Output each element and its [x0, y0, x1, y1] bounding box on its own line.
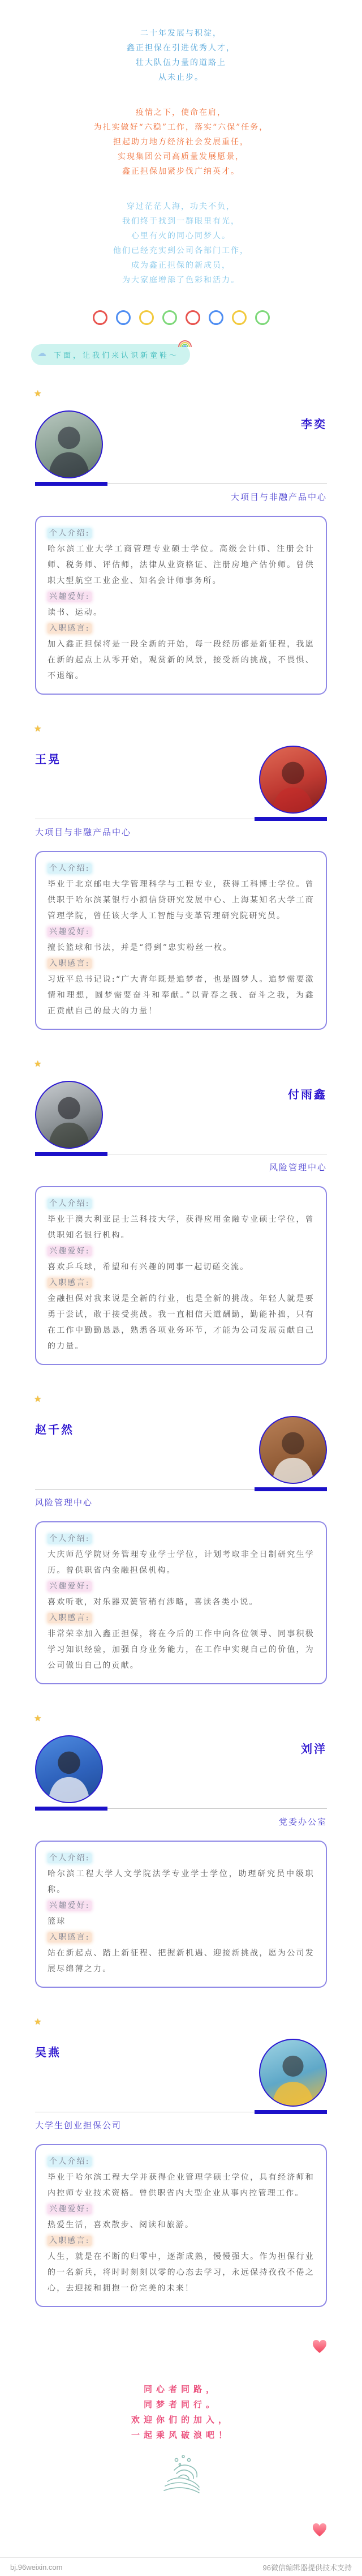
profile-card [35, 1521, 327, 1684]
intro-label: 个人介绍: [48, 1534, 92, 1544]
profile-name: 吴燕 [35, 2047, 61, 2059]
intro-label: 个人介绍: [48, 1853, 92, 1863]
feel-text: 人生，就是在不断的归零中，逐渐成熟，慢慢强大。作为担保行业的一名新兵，将时时刻刻以零的心态去学习，永远保持孜孜不倦之心，去迎接和拥抱一份完美的未来！ [48, 2252, 314, 2293]
profile-name: 刘洋 [301, 1743, 327, 1756]
profile-photo [259, 746, 327, 814]
star-icon: ★ [34, 1714, 42, 1723]
closing-line: 同心者同路， [143, 2384, 218, 2394]
hobby-label: 兴趣爱好: [48, 592, 92, 602]
heart-decor [0, 2340, 327, 2358]
feel-text: 非常荣幸加入鑫正担保，将在今后的工作中向各位领导、同事积极学习知识经验，加强自身业务能力，在工作中实现自己的价值，为公司做出自己的贡献。 [48, 1629, 314, 1670]
profile-section [35, 1735, 327, 1988]
profile-name: 李奕 [301, 418, 327, 431]
section-divider [35, 1487, 327, 1491]
intro-poem [0, 0, 362, 288]
profile-photo [259, 2039, 327, 2107]
intro-label: 个人介绍: [48, 863, 92, 874]
profile-photo [35, 410, 103, 478]
hobby-text: 喜欢乒乓球，希望和有兴趣的同事一起切磋交流。 [48, 1263, 249, 1272]
intro-text: 哈尔滨工业大学工商管理专业硕士学位。高级会计师、注册会计师、税务师、评估师，法律从业资格证、注册房地产估价师。曾供职大型航空工业企业、知名会计师事务所。 [48, 545, 314, 585]
poem-line: 鑫正担保加紧步伐广纳英才。 [122, 167, 240, 176]
heart-icon [312, 2523, 327, 2537]
star-icon: ★ [34, 724, 42, 734]
intro-label: 个人介绍: [48, 528, 92, 538]
poem-line: 心里有火的同心同梦人。 [131, 232, 231, 241]
hobby-label: 兴趣爱好: [48, 927, 92, 937]
section-divider [35, 482, 327, 486]
hobby-text: 喜欢听歌，对乐器双簧管稍有涉略，喜读各类小说。 [48, 1598, 258, 1607]
circle-icon [186, 310, 200, 325]
poem-line: 担起助力地方经济社会发展重任， [113, 138, 249, 147]
closing-line: 同梦者同行。 [143, 2399, 218, 2410]
poem-line: 实现集团公司高质量发展愿景， [118, 152, 244, 161]
poem-stanza-3 [0, 199, 362, 288]
section-divider [35, 1152, 327, 1156]
circle-icon [232, 310, 247, 325]
feel-text: 站在新起点、踏上新征程、把握新机遇、迎接新挑战，愿为公司发展尽绵薄之力。 [48, 1949, 314, 1974]
star-icon: ★ [34, 1394, 42, 1404]
closing-line: 一起乘风破浪吧！ [131, 2430, 231, 2440]
hobby-label: 兴趣爱好: [48, 1246, 92, 1256]
circle-icon [116, 310, 131, 325]
hobby-text: 篮球 [48, 1917, 66, 1926]
profile-section [35, 2039, 327, 2307]
profile-photo [35, 1081, 103, 1149]
feel-text: 习近平总书记说:“广大青年既是追梦者，也是圆梦人。追梦需要激情和理想，圆梦需要奋斗和奉献。”以青春之我、奋斗之我，为鑫正贡献自己的最大的力量！ [48, 975, 314, 1016]
section-banner [31, 344, 190, 365]
profile-card [35, 1841, 327, 1988]
feel-label: 入职感言: [48, 958, 92, 969]
poem-line: 二十年发展与积淀， [140, 29, 222, 38]
circle-icon [93, 310, 107, 325]
intro-text: 毕业于哈尔滨工程大学并获得企业管理学硕士学位，具有经济师和内控师专业技术资格。曾供职省内大型企业从事内控管理工作。 [48, 2173, 314, 2198]
circle-icon [139, 310, 154, 325]
profile-card [35, 1186, 327, 1365]
hobby-label: 兴趣爱好: [48, 1901, 92, 1911]
poem-line: 为大家庭增添了色彩和活力。 [122, 276, 240, 285]
intro-text: 大庆师范学院财务管理专业学士学位，计划考取非全日制研究生学历。曾供职省内金融担保机构。 [48, 1550, 314, 1575]
poem-line: 壮大队伍力量的道路上 [136, 58, 226, 67]
cloud-icon: ☁ [37, 349, 46, 358]
feel-label: 入职感言: [48, 1613, 92, 1623]
intro-text: 哈尔滨工程大学人文学院法学专业学士学位，助理研究员中级职称。 [48, 1869, 314, 1894]
poem-stanza-1 [0, 26, 362, 85]
intro-label: 个人介绍: [48, 2156, 92, 2167]
section-divider [35, 817, 327, 821]
hobby-label: 兴趣爱好: [48, 1581, 92, 1591]
intro-text: 毕业于澳大利亚昆士兰科技大学，获得应用金融专业硕士学位，曾供职知名银行机构。 [48, 1215, 314, 1240]
poem-line: 我们终于找到一群眼里有光， [122, 217, 240, 226]
department-label: 风险管理中心 [269, 1162, 327, 1173]
department-label: 大项目与非融产品中心 [230, 492, 327, 502]
footer-source: bj.96weixin.com [10, 2562, 63, 2571]
profile-card [35, 2144, 327, 2307]
wave-illustration [0, 2451, 362, 2497]
circle-icon [209, 310, 223, 325]
hobby-label: 兴趣爱好: [48, 2204, 92, 2214]
hobby-text: 读书、运动。 [48, 608, 103, 617]
rainbow-icon [178, 338, 192, 349]
closing-line: 欢迎你们的加入， [131, 2415, 231, 2425]
section-divider [35, 1807, 327, 1811]
hobby-text: 擅长篮球和书法，并是“得到”忠实粉丝一枚。 [48, 943, 232, 952]
poem-line: 成为鑫正担保的新成员， [131, 261, 231, 270]
heart-icon [312, 2340, 327, 2354]
poem-line: 疫情之下，使命在肩， [136, 108, 226, 117]
poem-stanza-2 [0, 105, 362, 179]
poem-line: 穿过茫茫人海，功夫不负， [127, 202, 235, 211]
banner-text: 下面，让我们来认识新童鞋～ [54, 351, 179, 360]
department-label: 大项目与非融产品中心 [35, 827, 132, 837]
department-label: 党委办公室 [278, 1817, 327, 1827]
department-label: 风险管理中心 [35, 1497, 93, 1508]
hobby-text: 热爱生活，喜欢散步、阅读和旅游。 [48, 2220, 195, 2230]
star-icon: ★ [34, 1059, 42, 1069]
poem-line: 他们已经充实到公司各部门工作， [113, 246, 249, 255]
heart-decor [0, 2523, 327, 2541]
section-divider [35, 2110, 327, 2114]
intro-text: 毕业于北京邮电大学管理科学与工程专业，获得工科博士学位。曾供职于哈尔滨某银行小额信贷研究发展中心、上海某知名大学工商管理学院，曾任该大学人工智能与变革管理研究院研究员。 [48, 880, 314, 921]
profile-photo [35, 1735, 103, 1803]
feel-label: 入职感言: [48, 1278, 92, 1288]
page-footer [0, 2557, 362, 2576]
poem-line: 鑫正担保在引进优秀人才， [127, 44, 235, 53]
profile-section [35, 1416, 327, 1684]
profile-card [35, 851, 327, 1030]
feel-label: 入职感言: [48, 1932, 92, 1942]
circle-icon [162, 310, 177, 325]
feel-text: 金融担保对我来说是全新的行业，也是全新的挑战。年轻人就是要勇于尝试，敢于接受挑战。我一直相信天道酬勤，勤能补拙，只有在工作中勤勤恳恳，熟悉各项业务环节，才能为公司发展贡献自己的力量。 [48, 1294, 314, 1351]
circle-divider [0, 308, 362, 327]
star-icon: ★ [34, 2017, 42, 2027]
profile-photo [259, 1416, 327, 1484]
circle-icon [255, 310, 270, 325]
footer-credit: 96微信编辑器提供技术支持 [262, 2563, 352, 2572]
poem-line: 为扎实做好“六稳”工作，落实“六保”任务， [93, 123, 269, 132]
feel-text: 加入鑫正担保将是一段全新的开始，每一段经历都是新征程，我愿在新的起点上从零开始，观赏新的风景，接受新的挑战，不畏惧、不退缩。 [48, 640, 314, 681]
intro-label: 个人介绍: [48, 1199, 92, 1209]
closing-message [0, 2382, 362, 2443]
profile-section [35, 1081, 327, 1365]
profile-section [35, 746, 327, 1030]
feel-label: 入职感言: [48, 2236, 92, 2246]
profile-section [35, 410, 327, 695]
profile-name: 赵千然 [35, 1424, 74, 1436]
profile-card [35, 516, 327, 695]
star-icon: ★ [34, 389, 42, 399]
feel-label: 入职感言: [48, 623, 92, 634]
department-label: 大学生创业担保公司 [35, 2120, 122, 2130]
poem-line: 从未止步。 [158, 73, 204, 82]
profile-name: 付雨鑫 [288, 1089, 327, 1101]
profile-name: 王晃 [35, 754, 61, 766]
